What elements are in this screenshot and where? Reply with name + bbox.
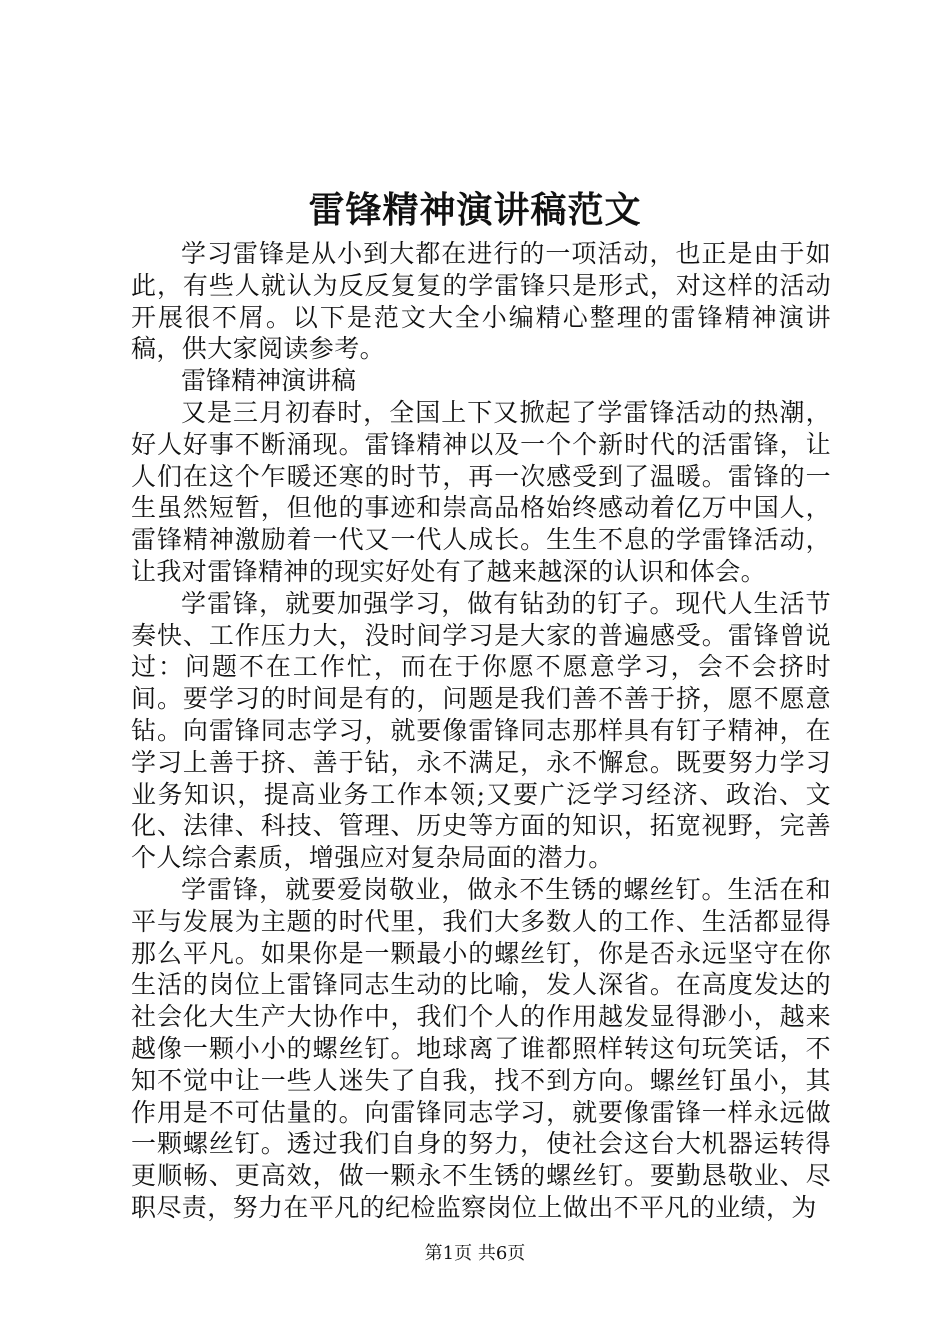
page-number-footer: 第1页 共6页 <box>424 1243 526 1264</box>
body-paragraph: 学雷锋，就要加强学习，做有钻劲的钉子。现代人生活节奏快、工作压力大，没时间学习是大家的普遍感受。雷锋曾说过：问题不在工作忙，而在于你愿不愿意学习，会不会挤时间。要学习的时间是有的，问题是我们善不善于挤，愿不愿意钻。向雷锋同志学习，就要像雷锋同志那样具有钉子精神，在学习上善于挤、善于钻，永不满足，永不懈怠。既要努力学习业务知识，提高业务工作本领;又要广泛学习经济、政治、文化、法律、科技、管理、历史等方面的知识，拓宽视野，完善个人综合素质，增强应对复杂局面的潜力。 <box>131 588 831 873</box>
body-paragraph: 又是三月初春时，全国上下又掀起了学雷锋活动的热潮，好人好事不断涌现。雷锋精神以及一个个新时代的活雷锋，让人们在这个乍暖还寒的时节，再一次感受到了温暖。雷锋的一生虽然短暂，但他的事迹和崇高品格始终感动着亿万中国人，雷锋精神激励着一代又一代人成长。生生不息的学雷锋活动，让我对雷锋精神的现实好处有了越来越深的认识和体会。 <box>131 397 831 586</box>
body-paragraph: 学雷锋，就要爱岗敬业，做永不生锈的螺丝钉。生活在和平与发展为主题的时代里，我们大多数人的工作、生活都显得那么平凡。如果你是一颗最小的螺丝钉，你是否永远坚守在你生活的岗位上雷锋同志生动的比喻，发人深省。在高度发达的社会化大生产大协作中，我们个人的作用越发显得渺小，越来越像一颗小小的螺丝钉。地球离了谁都照样转这句玩笑话，不知不觉中让一些人迷失了自我，找不到方向。螺丝钉虽小，其作用是不可估量的。向雷锋同志学习，就要像雷锋一样永远做一颗螺丝钉。透过我们自身的努力，使社会这台大机器运转得更顺畅、更高效，做一颗永不生锈的螺丝钉。要勤恳敬业、尽职尽责，努力在平凡的纪检监察岗位上做出不平凡的业绩，为 <box>131 874 831 1222</box>
document-body <box>131 238 831 1224</box>
section-heading: 雷锋精神演讲稿 <box>181 366 357 396</box>
intro-paragraph: 学习雷锋是从小到大都在进行的一项活动，也正是由于如此，有些人就认为反反复复的学雷锋只是形式，对这样的活动开展很不屑。以下是范文大全小编精心整理的雷锋精神演讲稿，供大家阅读参考。 <box>131 239 831 364</box>
document-title: 雷锋精神演讲稿范文 <box>308 189 642 231</box>
